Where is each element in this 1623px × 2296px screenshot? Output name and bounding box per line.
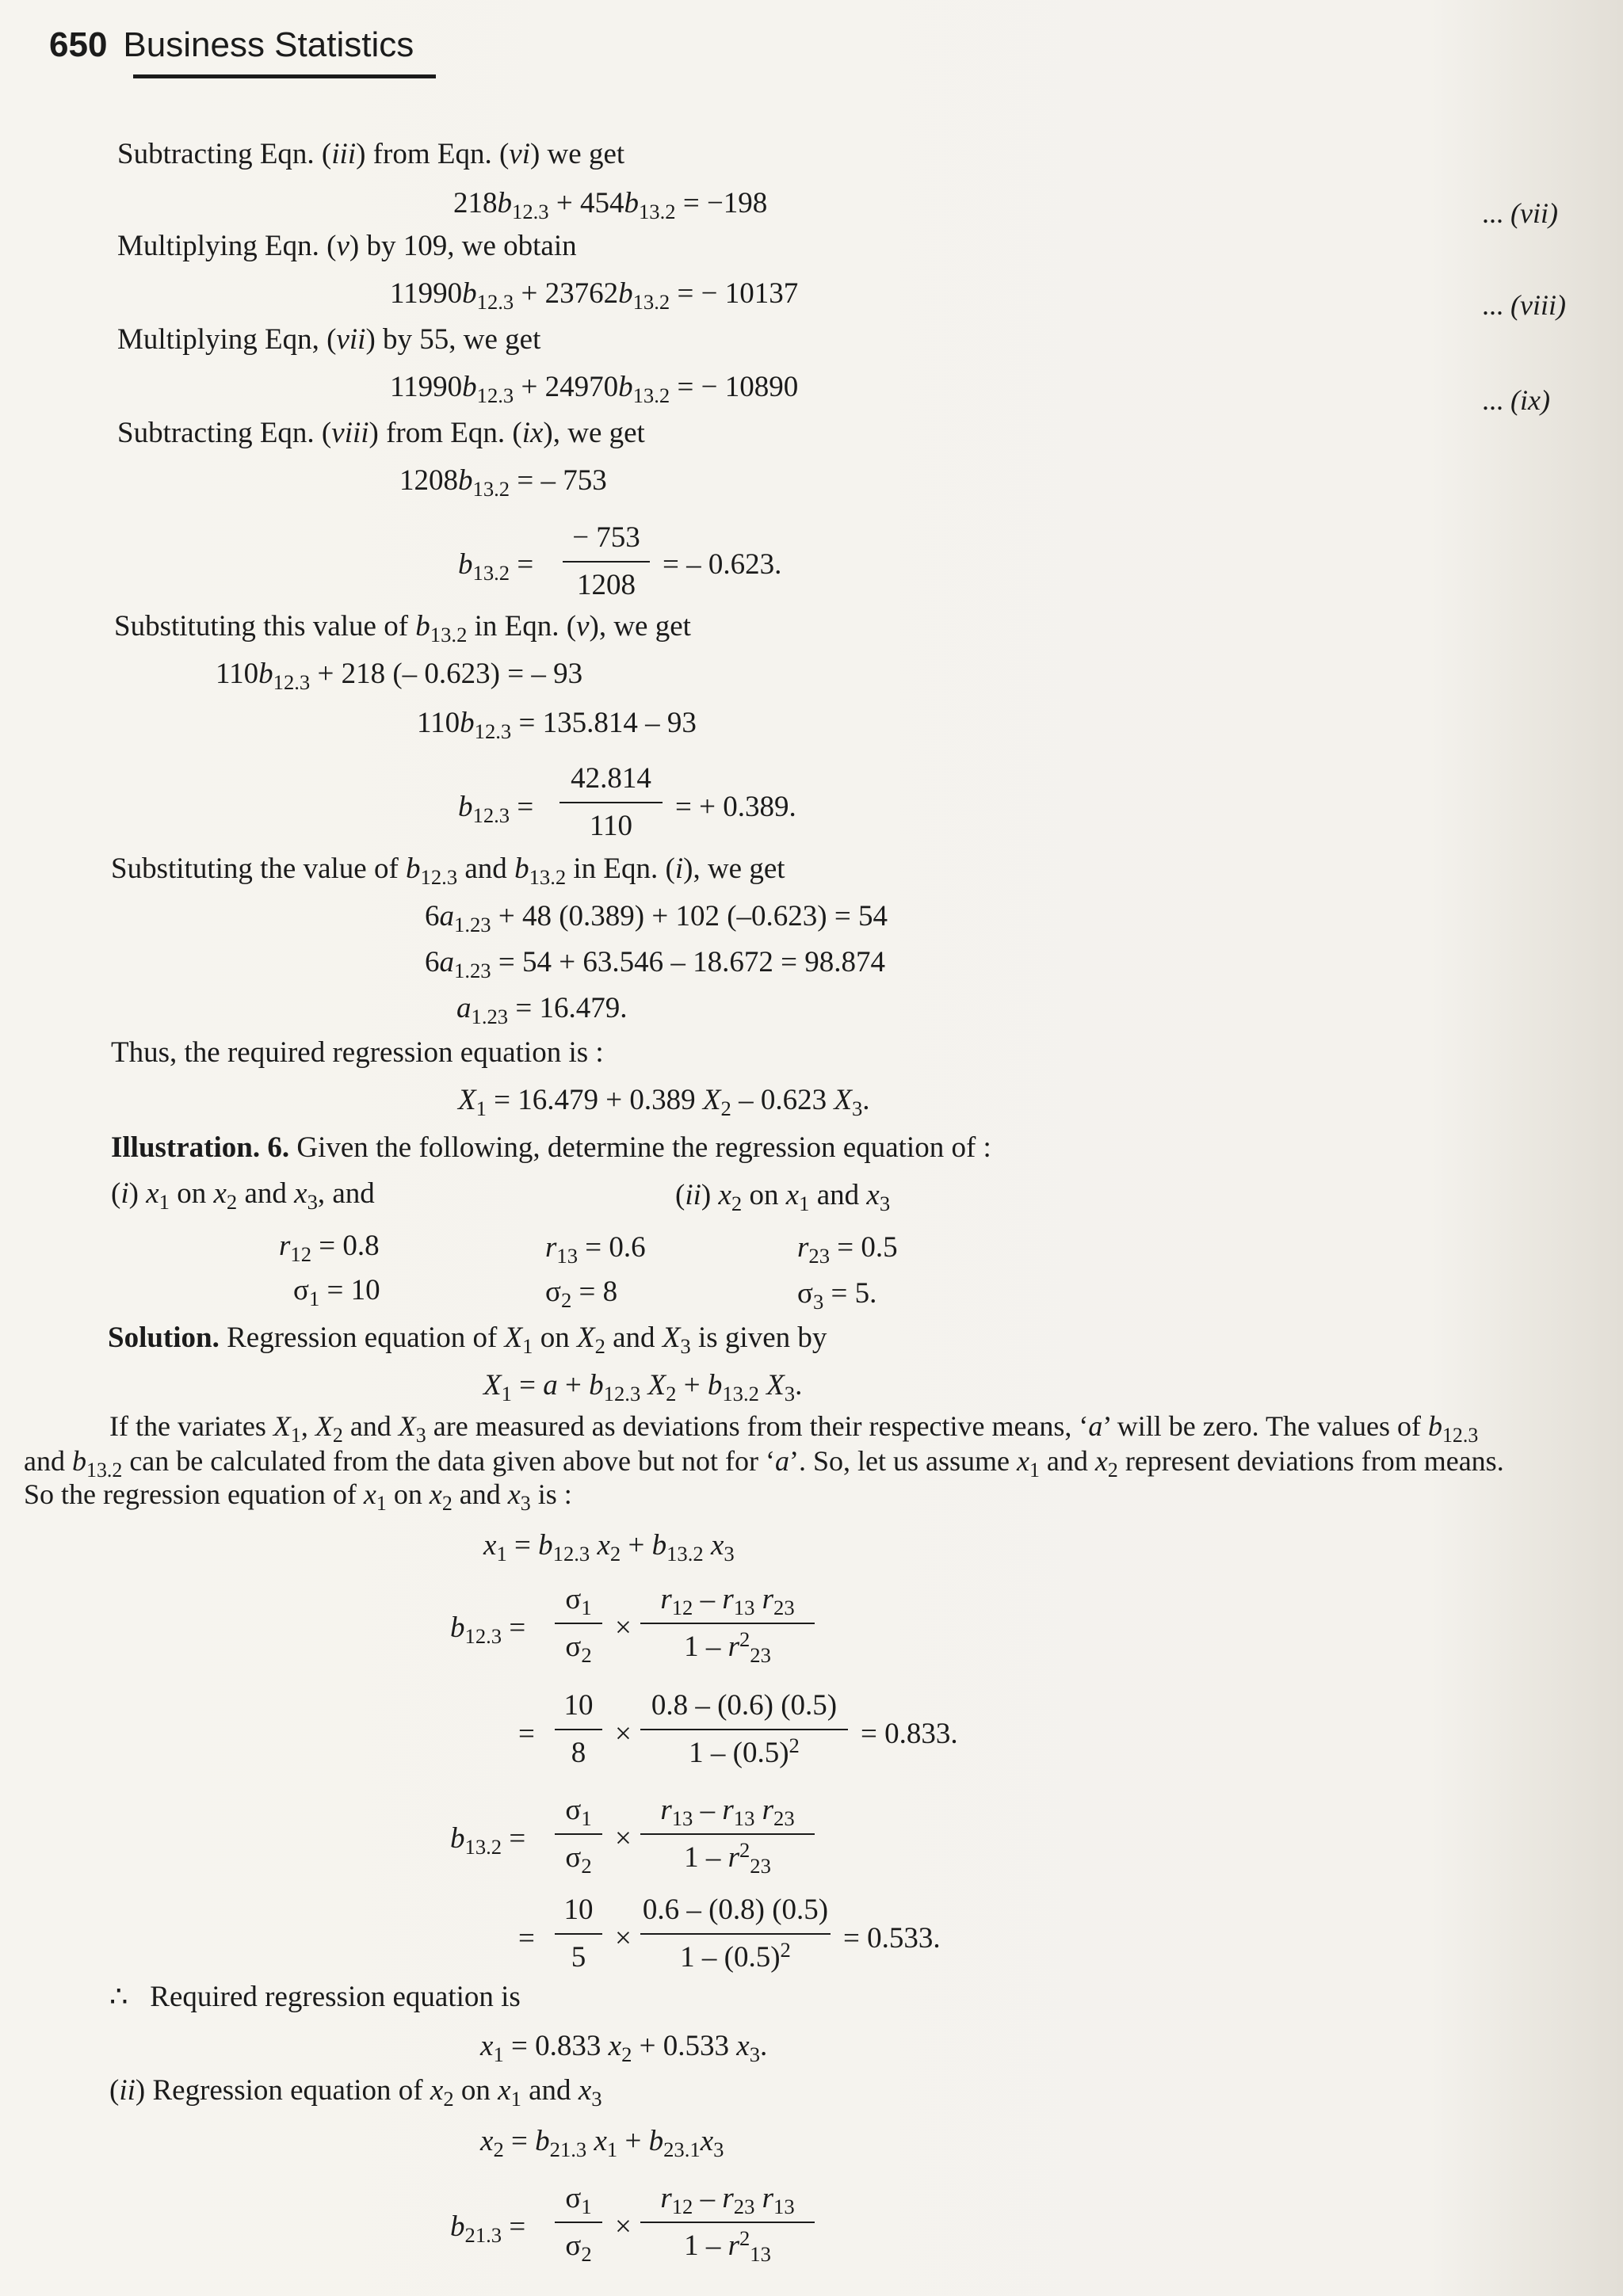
numerator: 0.8 – (0.6) (0.5)	[651, 1689, 838, 1722]
numerator: − 753	[572, 521, 640, 554]
text-line: Substituting the value of $b_{12.3}$ and $b_{13.2}$ in Eqn. (i), we get	[111, 852, 785, 889]
equals: =	[518, 1718, 535, 1750]
numerator: $\sigma_1$	[565, 1794, 592, 1830]
denominator: 110	[589, 810, 633, 842]
text-line: Thus, the required regression equation is :	[111, 1036, 604, 1069]
given-sigma1: $\sigma_1 = 10$	[293, 1274, 380, 1310]
times: ×	[615, 2210, 632, 2243]
equation-lhs: $b_{12.3}$ =	[450, 1611, 526, 1648]
numerator: 10	[563, 1689, 594, 1722]
numerator: 42.814	[571, 762, 651, 795]
text-line: ∴ Required regression equation is	[109, 1981, 521, 2013]
denominator: $1 - (0.5)^2$	[680, 1938, 791, 1974]
text-line: Subtracting Eqn. (viii) from Eqn. (ix), we get	[117, 417, 645, 449]
fraction-bar	[640, 1933, 831, 1935]
numerator: 10	[563, 1894, 594, 1926]
times: ×	[615, 1718, 632, 1750]
part-ii: (ii) $x_2$ on $x_1$ and $x_3$	[675, 1179, 891, 1215]
sigma1-value: 10	[350, 1274, 380, 1306]
equation-vii: $218b_{12.3} + 454b_{13.2} = -198$	[453, 187, 768, 223]
fraction-bar	[559, 802, 663, 803]
text-line: Subtracting Eqn. (iii) from Eqn. (vi) we get	[117, 138, 625, 170]
denominator: 8	[571, 1737, 586, 1769]
denominator: $\sigma_2$	[565, 1841, 592, 1878]
text-line: Substituting this value of $b_{13.2}$ in Eqn. (v), we get	[114, 610, 691, 646]
numerator: 0.6 – (0.8) (0.5)	[642, 1894, 829, 1926]
page-number: 650	[49, 25, 108, 64]
illustration-heading: Illustration. 6. Given the following, determine the regression equation of :	[111, 1131, 991, 1164]
b123-value: + 0.389	[699, 791, 789, 823]
fraction-bar	[640, 1729, 848, 1730]
part-ii-heading: (ii) Regression equation of $x_2$ on $x_1$ and $x_3$	[109, 2074, 602, 2111]
numerator: $r_{12} - r_{23}$ $r_{13}$	[660, 2182, 795, 2218]
denominator: $1 - (0.5)^2$	[689, 1733, 800, 1769]
page-header	[49, 25, 414, 65]
fraction-bar	[563, 561, 650, 563]
times: ×	[615, 1611, 632, 1644]
denominator: $1 - r^2_{23}$	[684, 1627, 771, 1667]
r13-value: 0.6	[609, 1231, 646, 1264]
eq8-rhs: − 10137	[701, 277, 799, 310]
eq7-rhs: −198	[706, 187, 768, 219]
given-sigma3: $\sigma_3 = 5$.	[797, 1277, 877, 1314]
equation: $110b_{12.3} + 218$ (– 0.623) = – 93	[216, 658, 583, 694]
sigma2-value: 8	[602, 1276, 618, 1308]
regression-equation: $X_1 = 16.479 + 0.389$ $X_2 - 0.623$ $X_3$.	[458, 1084, 870, 1120]
paragraph-line: and $b_{13.2}$ can be calculated from the data given above but not for ‘a’. So, let us assume $x_1$ and $x_2$ represent deviations from means.	[24, 1445, 1504, 1482]
equation-tag: ... (vii)	[1482, 197, 1558, 229]
b123-dev-value: 0.833	[884, 1718, 951, 1750]
equation-result: = – 0.623.	[663, 548, 782, 581]
tag-ix: (ix)	[1510, 384, 1550, 416]
fraction-bar	[555, 2222, 602, 2223]
a123-value: 16.479	[539, 992, 621, 1024]
eq9-rhs: − 10890	[701, 371, 799, 403]
equation: $6a_{1.23} = 54 + 63.546 - 18.672 = 98.874$	[425, 946, 885, 982]
denominator: $1 - r^2_{23}$	[684, 1838, 771, 1878]
header-rule	[133, 74, 436, 78]
numerator: $r_{12} - r_{13}$ $r_{23}$	[660, 1583, 795, 1619]
equation-viii: $11990b_{12.3} + 23762b_{13.2}$ = − 10137	[390, 277, 799, 314]
fraction-bar	[640, 1833, 815, 1835]
book-title: Business Statistics	[123, 25, 414, 64]
text-line: Multiplying Eqn, (vii) by 55, we get	[117, 323, 541, 356]
equation-lhs: $b_{13.2}$ =	[450, 1822, 526, 1859]
r12-value: 0.8	[342, 1230, 380, 1262]
denominator: $1 - r^2_{13}$	[684, 2226, 771, 2266]
equation-tag: ... (viii)	[1482, 289, 1566, 321]
equation-lhs: $b_{13.2}$ =	[458, 548, 534, 585]
given-sigma2: $\sigma_2 = 8$	[545, 1276, 618, 1312]
final-equation: $x_1 = 0.833$ $x_2 + 0.533$ $x_3$.	[480, 2030, 768, 2066]
given-r13: $r_{13} = 0.6$	[545, 1231, 646, 1268]
fraction-bar	[640, 2222, 815, 2223]
solution-line: Solution. Regression equation of $X_1$ on $X_2$ and $X_3$ is given by	[108, 1322, 827, 1358]
fraction-bar	[555, 1623, 602, 1624]
times: ×	[615, 1922, 632, 1955]
text-line: Multiplying Eqn. (v) by 109, we obtain	[117, 230, 577, 262]
given-r23: $r_{23} = 0.5$	[797, 1231, 898, 1268]
equation: $1208b_{13.2}$ = – 753	[399, 464, 607, 501]
equation: $x_2 = b_{21.3}$ $x_1 + b_{23.1}x_3$	[480, 2125, 724, 2161]
denominator: $\sigma_2$	[565, 1630, 592, 1667]
fraction-bar	[555, 1833, 602, 1835]
equation: $6a_{1.23} + 48$ (0.389) + 102 (–0.623) = 54	[425, 900, 888, 936]
paragraph-line: So the regression equation of $x_1$ on $x_2$ and $x_3$ is :	[24, 1478, 572, 1515]
equation-lhs: $b_{12.3}$ =	[458, 791, 534, 827]
equation-lhs: $b_{21.3}$ =	[450, 2210, 526, 2247]
numerator: $\sigma_1$	[565, 1583, 592, 1619]
equals: =	[518, 1922, 535, 1955]
equation-result: = + 0.389.	[675, 791, 796, 823]
denominator: $\sigma_2$	[565, 2229, 592, 2266]
sigma3-value: 5	[854, 1277, 870, 1310]
numerator: $\sigma_1$	[565, 2182, 592, 2218]
part-i: (i) $x_1$ on $x_2$ and $x_3$, and	[111, 1177, 375, 1214]
equation: $110b_{12.3} = 135.814 - 93$	[417, 707, 697, 743]
equation-ix: $11990b_{12.3} + 24970b_{13.2}$ = − 10890	[390, 371, 799, 407]
tag-viii: (viii)	[1510, 289, 1566, 321]
equation-result: = 0.833.	[861, 1718, 958, 1750]
tag-vii: (vii)	[1510, 197, 1558, 229]
equation-result: = 0.533.	[843, 1922, 941, 1955]
fraction-bar	[640, 1623, 815, 1624]
paragraph-line: If the variates $X_1$, $X_2$ and $X_3$ are measured as deviations from their respective means, ‘a’ will be zero. The values of $b_{12.3}$	[109, 1410, 1479, 1447]
fraction-bar	[555, 1729, 602, 1730]
equation: $X_1 = a + b_{12.3}$ $X_2 + b_{13.2}$ $X_3$.	[483, 1369, 803, 1405]
denominator: 1208	[577, 569, 636, 601]
numerator: $r_{13} - r_{13}$ $r_{23}$	[660, 1794, 795, 1830]
equation-tag: ... (ix)	[1482, 384, 1550, 416]
given-r12: $r_{12} = 0.8$	[279, 1230, 380, 1266]
equation: $a_{1.23} = 16.479$.	[456, 992, 628, 1028]
b132-dev-value: 0.533	[867, 1922, 934, 1955]
times: ×	[615, 1822, 632, 1855]
denominator: 5	[571, 1941, 586, 1974]
r23-value: 0.5	[861, 1231, 898, 1264]
equation: $x_1 = b_{12.3}$ $x_2 + b_{13.2}$ $x_3$	[483, 1529, 735, 1566]
fraction-bar	[555, 1933, 602, 1935]
b132-value: – 0.623	[686, 548, 775, 581]
